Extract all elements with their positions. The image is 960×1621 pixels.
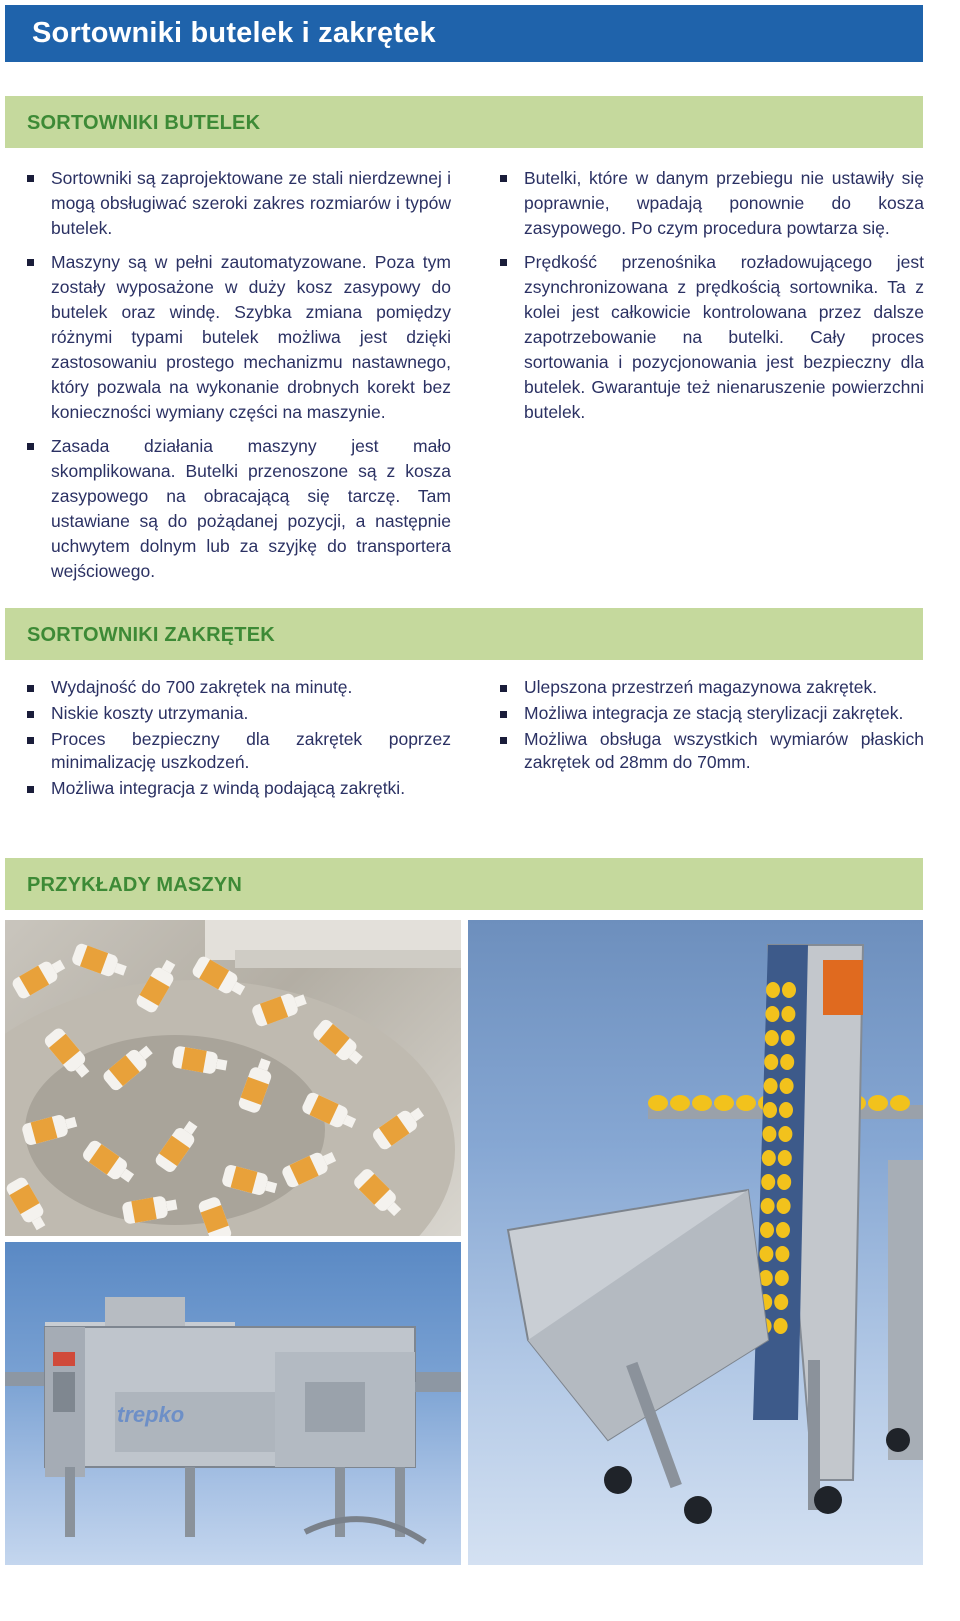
bottle	[71, 942, 129, 981]
list-item: Możliwa obsługa wszystkich wymiarów płaskich zakrętek od 28mm do 70mm.	[498, 728, 924, 774]
list-item: Maszyny są w pełni zautomatyzowane. Poza tym zostały wyposażone w duży kosz zasypowy do butelek oraz windę. Szybka zmiana pomiędzy różnymi typami butelek możliwa jest dzięki zastosowaniu prostego mechanizmu nastawnego, który pozwala na wykonanie drobnych korekt bez konieczności wymiany części na maszynie.	[25, 250, 451, 425]
square-bullet-icon	[500, 685, 507, 692]
cap	[780, 1078, 794, 1094]
cap-elevator-photo	[468, 920, 923, 1565]
caps-right-column	[498, 676, 924, 777]
cap	[775, 1270, 789, 1286]
cap	[765, 1006, 779, 1022]
list-item: Możliwa integracja ze stacją sterylizacji zakrętek.	[498, 702, 924, 725]
caps-left-column	[25, 676, 451, 803]
cap	[736, 1095, 756, 1111]
section-heading: SORTOWNIKI ZAKRĘTEK	[27, 624, 275, 646]
page-title: Sortowniki butelek i zakrętek	[32, 17, 436, 49]
cap	[780, 1054, 794, 1070]
cap	[763, 1102, 777, 1118]
list-item: Ulepszona przestrzeń magazynowa zakrętek.	[498, 676, 924, 699]
list-item: Wydajność do 700 zakrętek na minutę.	[25, 676, 451, 699]
cap	[764, 1078, 778, 1094]
list-item: Butelki, które w danym przebiegu nie ustawiły się poprawnie, wpadają ponownie do kosza zasypowego. Po czym procedura powtarza się.	[498, 166, 924, 241]
trepko-logo: trepko	[117, 1402, 185, 1427]
title-bar	[5, 5, 923, 62]
section-heading: PRZYKŁADY MASZYN	[27, 874, 243, 896]
cap	[760, 1222, 774, 1238]
section-header-examples	[5, 858, 923, 910]
square-bullet-icon	[27, 786, 34, 793]
list-item: Prędkość przenośnika rozładowującego jest zsynchronizowana z prędkością sortownika. Ta z kolei jest całkowicie kontrolowana przez dalsze zapotrzebowanie na butelki. Cały proces sortowania i pozycjonowania jest bezpieczny dla butelek. Gwarantuje też nienaruszenie powierzchni butelek.	[498, 250, 924, 425]
cap	[890, 1095, 910, 1111]
section-heading: SORTOWNIKI BUTELEK	[27, 112, 261, 134]
cap	[775, 1246, 789, 1262]
cap	[762, 1126, 776, 1142]
square-bullet-icon	[27, 711, 34, 718]
square-bullet-icon	[27, 175, 34, 182]
bottle-sorter-machine-photo	[5, 1242, 461, 1565]
cap	[761, 1198, 775, 1214]
cap	[764, 1054, 778, 1070]
list-item: Niskie koszty utrzymania.	[25, 702, 451, 725]
list-item: Zasada działania maszyny jest mało skomplikowana. Butelki przenoszone są z kosza zasypowego na obracającą się tarczę. Tam ustawiane są do pożądanej pozycji, a następnie uchwytem dolnym lub za szyjkę do transportera wejściowego.	[25, 434, 451, 584]
cap	[670, 1095, 690, 1111]
cap	[774, 1318, 788, 1334]
cap	[761, 1174, 775, 1190]
square-bullet-icon	[27, 443, 34, 450]
cap	[777, 1198, 791, 1214]
bottle	[10, 954, 68, 1000]
cap	[776, 1222, 790, 1238]
list-item: Możliwa integracja z windą podającą zakrętki.	[25, 777, 451, 800]
bottles-left-column	[25, 166, 451, 593]
cap	[779, 1102, 793, 1118]
square-bullet-icon	[500, 175, 507, 182]
cap	[777, 1174, 791, 1190]
cap	[778, 1126, 792, 1142]
square-bullet-icon	[27, 259, 34, 266]
cap	[868, 1095, 888, 1111]
cap	[781, 1006, 795, 1022]
square-bullet-icon	[500, 711, 507, 718]
list-item: Proces bezpieczny dla zakrętek poprzez minimalizację uszkodzeń.	[25, 728, 451, 774]
cap	[774, 1294, 788, 1310]
cap	[648, 1095, 668, 1111]
square-bullet-icon	[500, 737, 507, 744]
list-item: Sortowniki są zaprojektowane ze stali nierdzewnej i mogą obsługiwać szeroki zakres rozmiarów i typów butelek.	[25, 166, 451, 241]
square-bullet-icon	[27, 737, 34, 744]
square-bullet-icon	[500, 259, 507, 266]
cap	[778, 1150, 792, 1166]
square-bullet-icon	[27, 685, 34, 692]
cap	[762, 1150, 776, 1166]
cap	[759, 1246, 773, 1262]
cap	[782, 982, 796, 998]
bottles-right-column	[498, 166, 924, 434]
cap	[765, 1030, 779, 1046]
bottles-on-disc-photo	[5, 920, 461, 1236]
cap	[781, 1030, 795, 1046]
cap	[692, 1095, 712, 1111]
section-header-caps	[5, 608, 923, 660]
cap	[714, 1095, 734, 1111]
cap	[766, 982, 780, 998]
section-header-bottles	[5, 96, 923, 148]
